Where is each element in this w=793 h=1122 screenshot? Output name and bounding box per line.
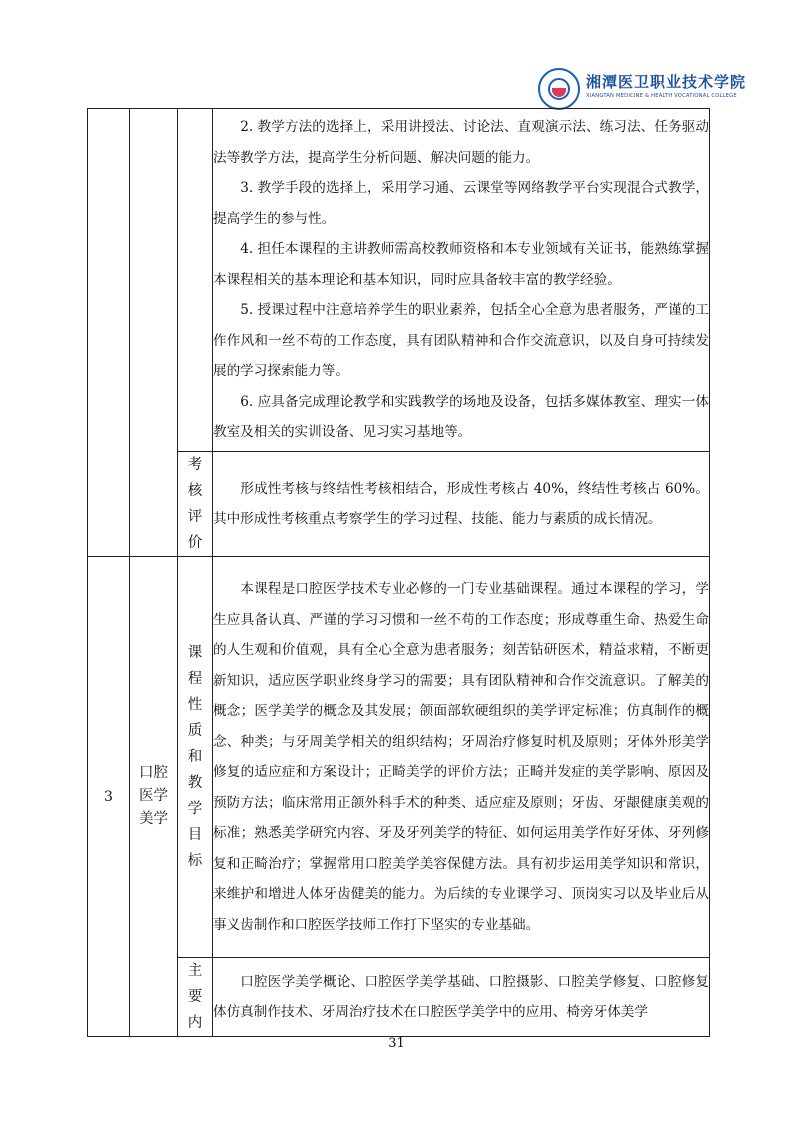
index-cell-empty — [88, 109, 130, 557]
college-name-cn: 湘潭医卫职业技术学院 — [586, 73, 747, 91]
requirement-item: 2. 教学方法的选择上，采用讲授法、讨论法、直观演示法、练习法、任务驱动法等教学方法，提高学生分析问题、解决问题的能力。 — [213, 119, 709, 166]
table-row-course-3-content — [88, 958, 710, 1037]
college-logo — [538, 68, 747, 110]
table-row-teaching-requirements — [88, 109, 710, 452]
requirement-item: 3. 教学手段的选择上，采用学习通、云课堂等网络教学平台实现混合式教学，提高学生的参与性。 — [213, 180, 709, 227]
table-row-course-3-nature — [88, 557, 710, 958]
assessment-text: 形成性考核与终结性考核相结合，形成性考核占 40%，终结性考核占 60%。其中形成性考核重点考察学生的学习过程、技能、能力与素质的成长情况。 — [213, 480, 709, 527]
nature-text: 本课程是口腔医学技术专业必修的一门专业基础课程。通过本课程的学习，学生应具备认真、严谨的学习习惯和一丝不苟的工作态度；形成尊重生命、热爱生命的人生观和价值观，具有全心全意为患者服务；刻苦钻研医术，精益求精，不断更新知识，适应医学职业终身学习的需要；具有团队精神和合作交流意识。了解美的概念；医学美学的概念及其发展；颌面部软硬组织的美学评定标准；仿真制作的概念、种类；与牙周美学相关的组织结构；牙周治疗修复时机及原则；牙体外形美学修复的适应症和方案设计；正畸美学的评价方法；正畸并发症的美学影响、原因及预防方法；临床常用正颌外科手术的种类、适应症及原则；牙齿、牙龈健康美观的标准；熟悉美学研究内容、牙及牙列美学的特征、如何运用美学作好牙体、牙列修复和正畸治疗；掌握常用口腔美学美容保健方法。具有初步运用美学知识和常识，来维护和增进人体牙齿健美的能力。为后续的专业课学习、顶岗实习以及毕业后从事义齿制作和口腔医学技师工作打下坚实的专业基础。 — [213, 581, 709, 933]
course-name-cell — [130, 557, 178, 1037]
course-index-cell — [88, 557, 130, 1037]
assessment-label-cell — [178, 452, 213, 557]
college-emblem-icon — [538, 68, 580, 110]
content-text-cell — [213, 958, 710, 1037]
requirement-item: 5. 授课过程中注意培养学生的职业素养，包括全心全意为患者服务，严谨的工作作风和一丝不苟的工作态度，具有团队精神和合作交流意识，以及自身可持续发展的学习探索能力等。 — [213, 302, 709, 380]
course-name: 口腔医学美学 — [139, 765, 168, 827]
curriculum-table — [87, 108, 710, 1037]
page-number: 31 — [388, 1036, 405, 1051]
assessment-label: 考核评价 — [187, 457, 203, 551]
table-row-assessment — [88, 452, 710, 557]
nature-label: 课程性质和教学目标 — [187, 645, 203, 869]
content-text: 口腔医学美学概论、口腔医学美学基础、口腔摄影、口腔美学修复、口腔修复体仿真制作技术、牙周治疗技术在口腔医学美学中的应用、椅旁牙体美学 — [213, 973, 709, 1020]
nature-label-cell — [178, 557, 213, 958]
requirement-item: 4. 担任本课程的主讲教师需高校教师资格和本专业领域有关证书，能熟练掌握本课程相关的基本理论和基本知识，同时应具备较丰富的教学经验。 — [213, 241, 709, 288]
college-name-en: XIANGTAN MEDICINE & HEALTH VOCATIONAL COLLEGE — [586, 93, 737, 99]
content-label: 主要内 — [187, 963, 203, 1031]
course-index: 3 — [104, 788, 113, 805]
content-label-cell — [178, 958, 213, 1037]
course-cell-empty — [130, 109, 178, 557]
requirement-item: 6. 应具备完成理论教学和实践教学的场地及设备，包括多媒体教室、理实一体教室及相关的实训设备、见习实习基地等。 — [213, 393, 709, 441]
assessment-text-cell — [213, 452, 710, 557]
label-cell-empty — [178, 109, 213, 452]
nature-text-cell — [213, 557, 710, 958]
teaching-requirements-cell — [213, 109, 710, 452]
